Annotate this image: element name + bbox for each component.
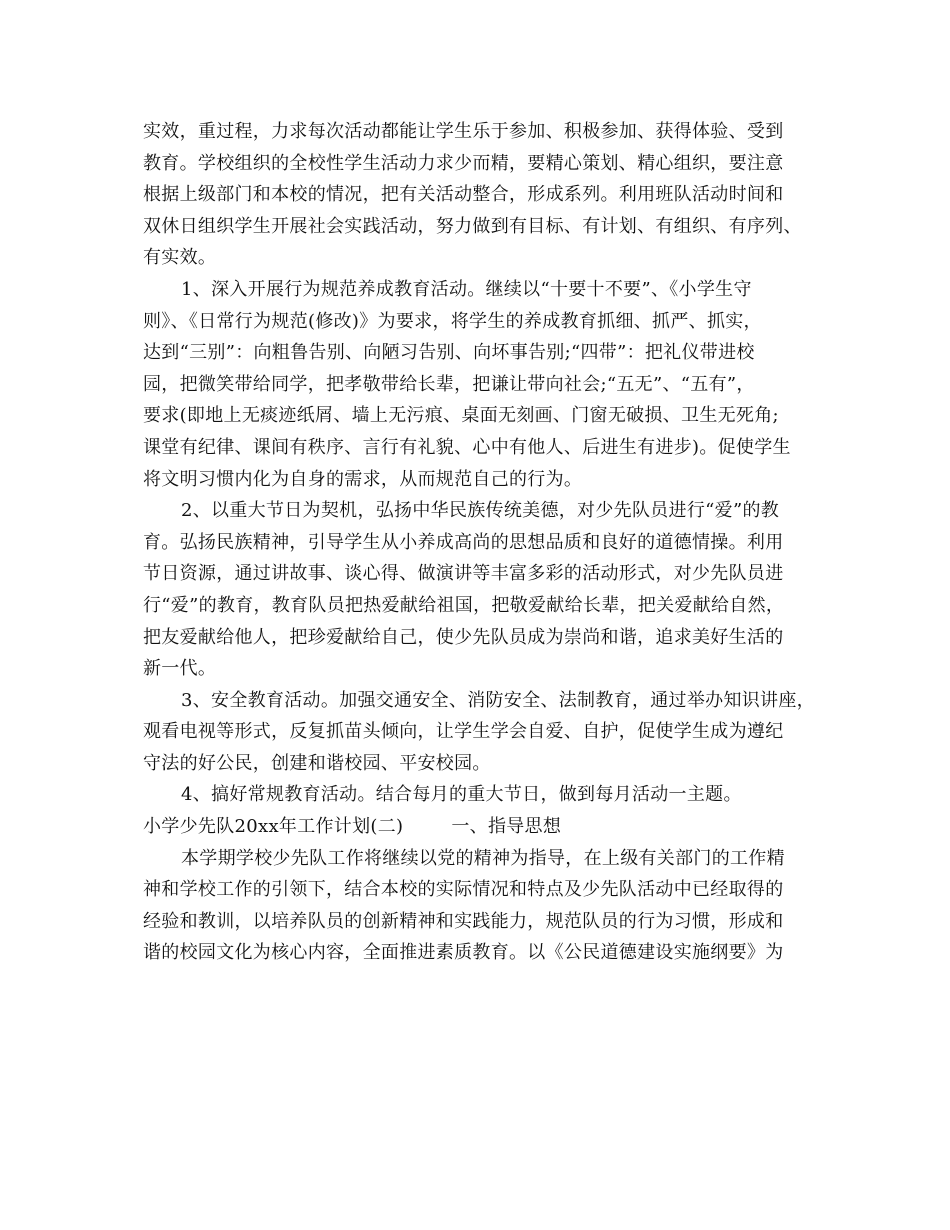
text-line: 把友爱献给他人，把珍爱献给自己，使少先队员成为崇尚和谐，追求美好生活的 — [143, 626, 784, 648]
text-line: 神和学校工作的引领下，结合本校的实际情况和特点及少先队活动中已经取得的 — [143, 879, 784, 901]
text-line: 园，把微笑带给同学，把孝敬带给长辈，把谦让带向社会;“五无”、“五有”， — [143, 373, 755, 395]
text-line: 1、深入开展行为规范养成教育活动。继续以“十要十不要”、《小学生守 — [181, 278, 752, 300]
text-line: 经验和教训，以培养队员的创新精神和实践能力，规范队员的行为习惯，形成和 — [143, 910, 784, 932]
document-body — [143, 116, 815, 969]
text-line: 育。弘扬民族精神，引导学生从小养成高尚的思想品质和良好的道德情操。利用 — [143, 531, 784, 553]
text-line: 4、搞好常规教育活动。结合每月的重大节日，做到每月活动一主题。 — [181, 784, 742, 806]
paragraph-intro-continued — [143, 116, 803, 274]
text-line: 守法的好公民，创建和谐校园、平安校园。 — [143, 752, 491, 774]
text-line: 要求(即地上无痰迹纸屑、墙上无污痕、桌面无刻画、门窗无破损、卫生无死角; — [143, 405, 779, 427]
text-line: 有实效。 — [143, 247, 217, 269]
text-line: 将文明习惯内化为自身的需求，从而规范自己的行为。 — [143, 468, 583, 490]
text-line: 根据上级部门和本校的情况，把有关活动整合，形成系列。利用班队活动时间和 — [143, 184, 784, 206]
paragraph-item-3 — [143, 685, 815, 780]
paragraph-item-1 — [143, 274, 803, 495]
text-line: 则》、《日常行为规范(修改)》为要求，将学生的养成教育抓细、抓严、抓实， — [143, 310, 762, 332]
plan-title: 小学少先队20xx年工作计划(二) — [143, 816, 404, 838]
text-line: 新一代。 — [143, 658, 217, 680]
text-line: 2、以重大节日为契机，弘扬中华民族传统美德，对少先队员进行“爱”的教 — [181, 500, 780, 522]
section-heading: 一、指导思想 — [451, 816, 562, 838]
text-line: 双休日组织学生开展社会实践活动，努力做到有目标、有计划、有组织、有序列、 — [143, 215, 802, 237]
text-line: 3、安全教育活动。加强交通安全、消防安全、法制教育，通过举办知识讲座， — [181, 689, 815, 711]
text-line: 观看电视等形式，反复抓苗头倾向，让学生学会自爱、自护，促使学生成为遵纪 — [143, 721, 784, 743]
section-heading-line — [143, 811, 803, 843]
paragraph-item-4 — [143, 779, 803, 811]
text-line: 实效，重过程，力求每次活动都能让学生乐于参加、积极参加、获得体验、受到 — [143, 121, 784, 142]
text-line: 本学期学校少先队工作将继续以党的精神为指导，在上级有关部门的工作精 — [181, 847, 785, 869]
text-line: 达到“三别”：向粗鲁告别、向陋习告别、向坏事告别;“四带”：把礼仪带进校 — [143, 342, 755, 364]
text-line: 节日资源，通过讲故事、谈心得、做演讲等丰富多彩的活动形式，对少先队员进 — [143, 563, 784, 585]
paragraph-item-2 — [143, 495, 803, 685]
paragraph-guiding-thought — [143, 843, 803, 969]
text-line: 教育。学校组织的全校性学生活动力求少而精，要精心策划、精心组织，要注意 — [143, 152, 784, 174]
text-line: 谐的校园文化为核心内容，全面推进素质教育。以《公民道德建设实施纲要》为 — [143, 942, 784, 964]
text-line: 行“爱”的教育，教育队员把热爱献给祖国，把敬爱献给长辈，把关爱献给自然， — [143, 594, 785, 616]
text-line: 课堂有纪律、课间有秩序、言行有礼貌、心中有他人、后进生有进步)。促使学生 — [143, 436, 791, 458]
